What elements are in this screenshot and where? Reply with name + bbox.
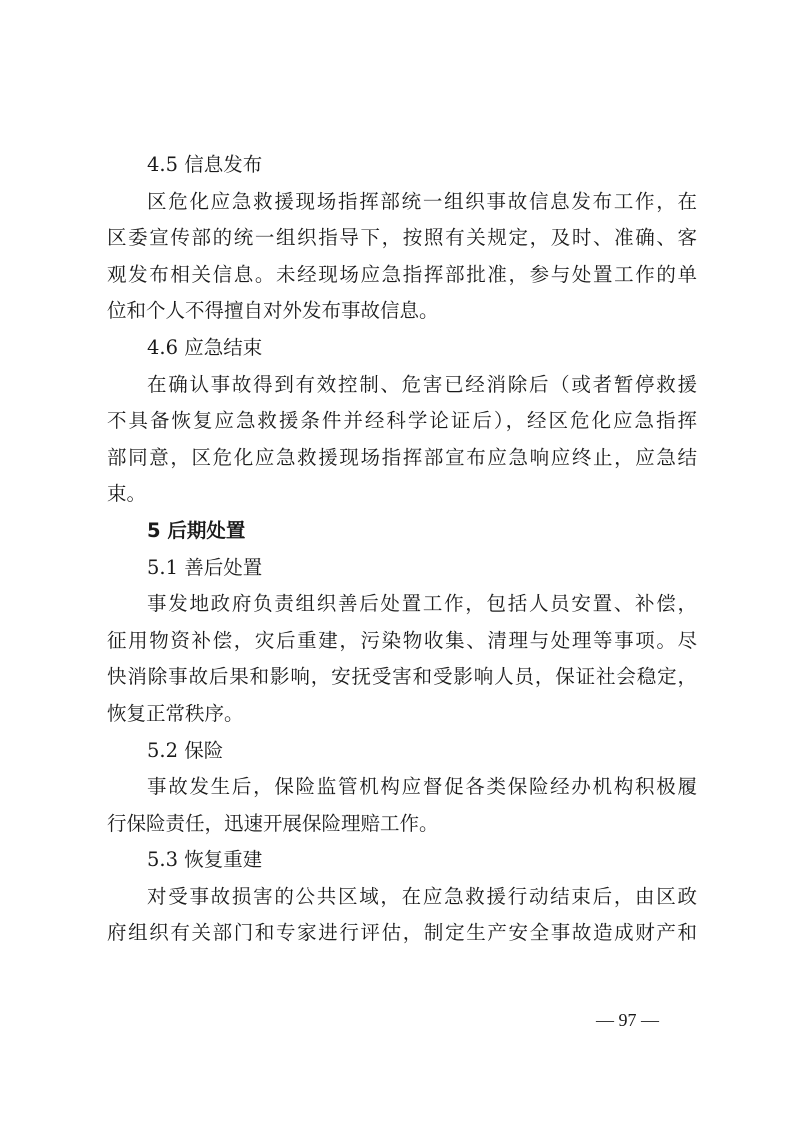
paragraph-line: 对受事故损害的公共区域，在应急救援行动结束后，由区政 <box>147 884 697 908</box>
document-body <box>107 147 697 952</box>
section-heading-4-5: 4.5 信息发布 <box>147 153 263 176</box>
paragraph-line: 区委宣传部的统一组织指导下，按照有关规定，及时、准确、客 <box>107 226 697 250</box>
paragraph-line: 位和个人不得擅自对外发布事故信息。 <box>107 299 439 323</box>
paragraph-line: 快消除事故后果和影响，安抚受害和受影响人员，保证社会稳定， <box>107 665 697 689</box>
paragraph-line: 观发布相关信息。未经现场应急指挥部批准，参与处置工作的单 <box>107 262 697 286</box>
section-heading-4-6: 4.6 应急结束 <box>147 335 263 359</box>
section-heading-5-3: 5.3 恢复重建 <box>147 848 263 872</box>
section-heading-5-2: 5.2 保险 <box>147 738 224 762</box>
section-heading-5-1: 5.1 善后处置 <box>147 555 263 579</box>
chapter-heading-5: 5 后期处置 <box>147 518 246 542</box>
paragraph-line: 不具备恢复应急救援条件并经科学论证后），经区危化应急指挥 <box>107 409 697 433</box>
paragraph-line: 事发地政府负责组织善后处置工作，包括人员安置、补偿， <box>147 592 697 616</box>
page-number: — 97 — <box>596 1010 659 1030</box>
paragraph-line: 征用物资补偿，灾后重建，污染物收集、清理与处理等事项。尽 <box>107 628 697 652</box>
paragraph-line: 事故发生后，保险监管机构应督促各类保险经办机构积极履 <box>147 775 697 799</box>
paragraph-line: 行保险责任，迅速开展保险理赔工作。 <box>107 811 439 835</box>
paragraph-line: 恢复正常秩序。 <box>107 701 244 725</box>
paragraph-line: 束。 <box>107 482 147 506</box>
paragraph-line: 区危化应急救援现场指挥部统一组织事故信息发布工作，在 <box>147 189 697 213</box>
paragraph-line: 部同意，区危化应急救援现场指挥部宣布应急响应终止，应急结 <box>107 445 697 469</box>
paragraph-line: 府组织有关部门和专家进行评估，制定生产安全事故造成财产和 <box>107 921 697 945</box>
paragraph-line: 在确认事故得到有效控制、危害已经消除后（或者暂停救援 <box>147 372 697 396</box>
